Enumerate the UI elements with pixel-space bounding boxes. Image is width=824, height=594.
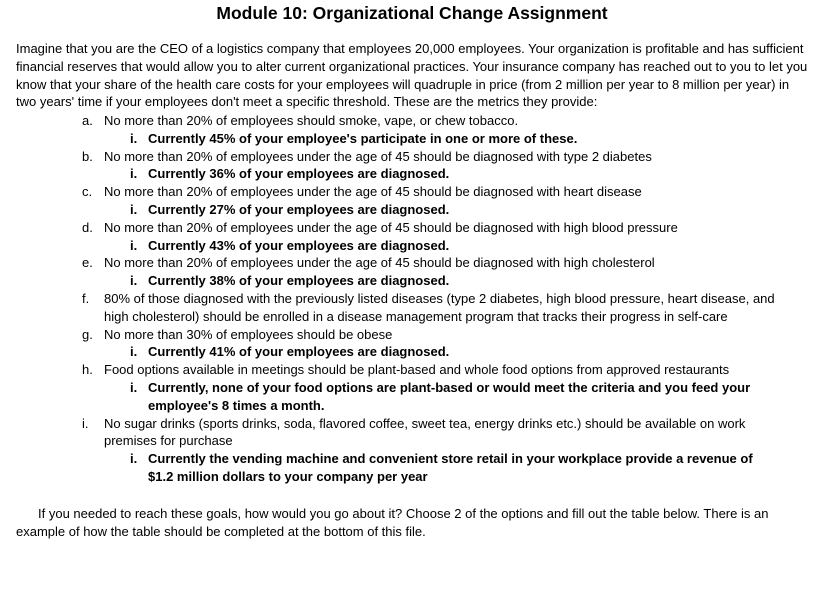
page-title: Module 10: Organizational Change Assignment [216,3,608,23]
list-item-text: No more than 20% of employees under the age of 45 should be diagnosed with type 2 diabetes [104,148,652,164]
sub-item [0,130,778,148]
list-item-text: No more than 20% of employees under the age of 45 should be diagnosed with high cholesterol [104,255,655,271]
sub-item [0,201,778,219]
sub-item-marker: i. [130,451,138,467]
sub-item-text: Currently 36% of your employees are diagnosed. [148,166,450,182]
list-item-text: No more than 20% of employees under the age of 45 should be diagnosed with high blood pressure [104,219,678,235]
list-item [0,415,792,451]
sub-item-text: Currently 27% of your employees are diagnosed. [148,201,450,217]
instructions-paragraph: If you needed to reach these goals, how would you go about it? Choose 2 of the options and fill out the table below. There is an example of how the table should be completed at the bottom of this file. [16,506,769,539]
list-item-marker: c. [82,184,93,200]
list-item [0,290,792,326]
sub-item [0,379,778,415]
list-item-marker: e. [82,255,93,271]
list-item [0,254,792,272]
sub-item [0,272,778,290]
list-item [0,112,792,130]
sub-item [0,237,778,255]
list-item [0,361,792,379]
list-item [0,183,792,201]
list-item [0,326,792,344]
sub-item [0,450,778,486]
sub-item-marker: i. [130,237,138,253]
list-item-text: Food options available in meetings should be plant-based and whole food options from approved restaurants [104,362,730,378]
intro-paragraph: Imagine that you are the CEO of a logistics company that employees 20,000 employees. Your organization is profitable and has sufficient financial reserves that would allow you to alter current organizational practices. Your insurance company has reached out to you to let you know that your share of the health care costs for your employees will quadruple in price (from 2 million per year to 8 million per year) in two years' time if your employees don't meet a specific threshold. These are the metrics they provide: [16,41,808,110]
sub-item-text: Currently 41% of your employees are diagnosed. [148,344,450,360]
list-item-marker: i. [82,415,89,431]
sub-item [0,165,778,183]
list-item-marker: b. [82,148,93,164]
list-item-marker: d. [82,219,93,235]
sub-item-marker: i. [130,344,138,360]
sub-item [0,343,778,361]
list-item-marker: h. [82,362,93,378]
sub-item-text: Currently, none of your food options are plant-based or would meet the criteria and you feed your employee's 8 times a month. [148,379,751,413]
list-item-marker: g. [82,326,93,342]
list-item-text: No sugar drinks (sports drinks, soda, flavored coffee, sweet tea, energy drinks etc.) should be available on work premises for purchase [104,415,746,449]
sub-item-text: Currently 45% of your employee's participate in one or more of these. [148,130,578,146]
list-item-marker: f. [82,290,90,306]
sub-item-text: Currently the vending machine and convenient store retail in your workplace provide a revenue of $1.2 million dollars to your company per year [148,451,753,484]
list-item-text: No more than 30% of employees should be obese [104,326,393,342]
list-item-text: 80% of those diagnosed with the previously listed diseases (type 2 diabetes, high blood pressure, heart disease, and high cholesterol) should be enrolled in a disease management program that tracks their progress in self-care [104,290,775,324]
sub-item-marker: i. [130,273,138,289]
metrics-list [0,112,824,486]
sub-item-marker: i. [130,379,138,395]
sub-item-marker: i. [130,201,138,217]
list-item [0,219,792,237]
list-item-marker: a. [82,113,93,128]
sub-item-text: Currently 38% of your employees are diagnosed. [148,273,450,289]
list-item-text: No more than 20% of employees should smoke, vape, or chew tobacco. [104,113,519,128]
sub-item-text: Currently 43% of your employees are diagnosed. [148,237,450,253]
list-item-text: No more than 20% of employees under the age of 45 should be diagnosed with heart disease [104,184,642,200]
sub-item-marker: i. [130,166,138,182]
sub-item-marker: i. [130,130,138,146]
list-item [0,148,792,166]
